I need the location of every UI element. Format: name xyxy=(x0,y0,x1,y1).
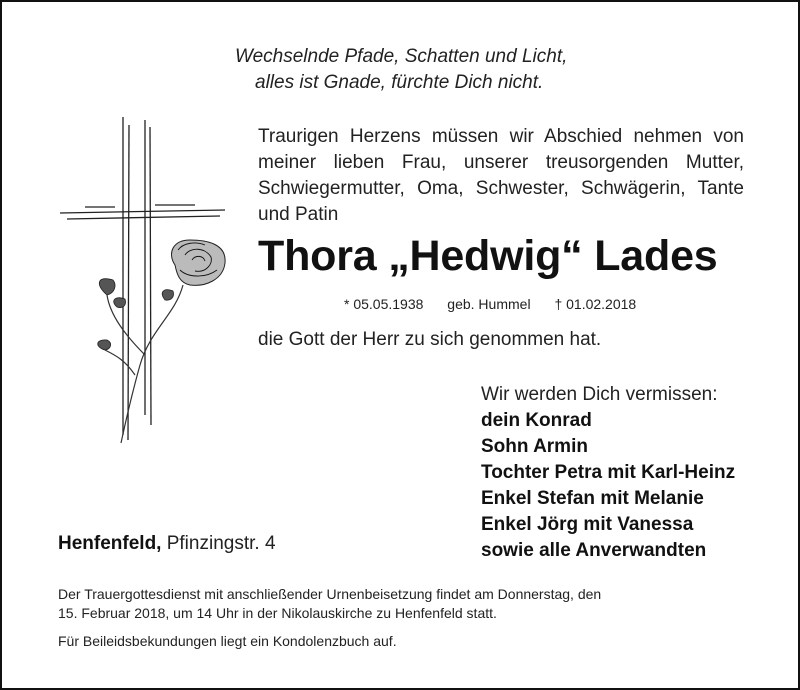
mourner-name: Enkel Jörg mit Vanessa xyxy=(481,514,694,535)
address-street: Pfinzingstr. 4 xyxy=(166,533,276,554)
birth-date: * 05.05.1938 xyxy=(344,296,424,312)
mourners-list xyxy=(481,382,735,564)
condolence-note: Für Beileidsbekundungen liegt ein Kondolenzbuch auf. xyxy=(58,633,397,649)
cross-and-rose-illustration xyxy=(55,115,240,445)
motto-verse xyxy=(235,44,567,96)
death-date: † 01.02.2018 xyxy=(554,296,637,312)
address-town: Henfenfeld, xyxy=(58,533,162,554)
closing-line: die Gott der Herr zu sich genommen hat. xyxy=(258,329,602,350)
motto-line-1: Wechselnde Pfade, Schatten und Licht, xyxy=(235,46,568,67)
life-dates xyxy=(344,296,656,312)
mourner-name: Enkel Stefan mit Melanie xyxy=(481,488,704,509)
mourner-name: sowie alle Anverwandten xyxy=(481,540,707,561)
mourner-name: dein Konrad xyxy=(481,410,592,431)
mourner-name: Tochter Petra mit Karl-Heinz xyxy=(481,462,736,483)
mourner-name: Sohn Armin xyxy=(481,436,588,457)
deceased-name: Thora „Hedwig“ Lades xyxy=(258,232,718,280)
intro-paragraph: Traurigen Herzens müssen wir Abschied nehmen von meiner lieben Frau, unserer treusorgenden Mutter, Schwiegermutter, Oma, Schwester, Schwägerin, Tante und Patin xyxy=(258,126,744,225)
address xyxy=(58,533,276,555)
motto-line-2: alles ist Gnade, fürchte Dich nicht. xyxy=(255,72,544,93)
maiden-name: geb. Hummel xyxy=(447,296,531,312)
service-announcement: Der Trauergottesdienst mit anschließender Urnenbeisetzung findet am Donnerstag, den 15. Februar 2018, um 14 Uhr in der Nikolauskirche zu Henfenfeld statt. xyxy=(58,586,602,621)
mourners-lead: Wir werden Dich vermissen: xyxy=(481,384,718,405)
